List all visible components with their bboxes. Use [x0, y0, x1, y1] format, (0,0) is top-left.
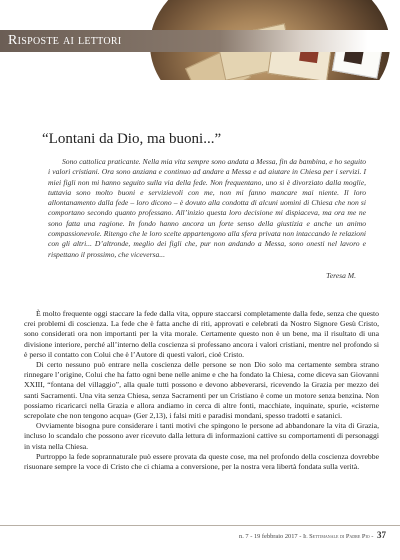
answer-paragraph: Purtroppo la fede soprannaturale può essere provata da queste cose, ma nel profondo della coscienza dovrebbe risuonare sempre la voce di Cristo che ci chiama a conversione, per la nostra vera libertà fondata sulla verità. — [24, 451, 379, 472]
answer-paragraph: È molto frequente oggi staccare la fede dalla vita, oppure staccarsi completamente dalla fede, senza che questo crei problemi di coscienza. La fede che è fatta anche di riti, approvati e celebrati da Nostro Signore Gesù Cristo, sono considerati ora non importanti per la vita morale. Certamente questo non è un bene, ma il risultato di una divisione interiore, perché all’interno della coscienza si professano ancora i valori cristiani, mentre nel profondo si è perso il contatto con Colui che è l’Autore di questi valori, cioè Cristo. — [24, 309, 379, 359]
footer-separator: - — [369, 533, 375, 540]
letter-title: “Lontani da Dio, ma buoni...” — [42, 131, 222, 147]
page-number: 37 — [377, 530, 386, 540]
footer-magazine: Il Settimanale di Padre Pio — [302, 533, 370, 540]
section-title: Risposte ai lettori — [8, 33, 122, 48]
answer-paragraph: Di certo nessuno può entrare nella coscienza delle persone se non Dio solo ma certamente sembra strano rinnegare l’origine, Colui che ha fatto ogni bene nelle anime e che ha fondato la Chiesa, come diceva san Giovanni XXIII, “fontana del villaggio”, alla quale tutti possono e devono abbeverarsi, ricevendo la Grazia per mezzo dei santi Sacramenti. Una vita senza Chiesa, senza Sacramenti per un Cristiano è come un motore senza benzina. Non possiamo ricaricarci nella Grazia e allora andiamo in cerca di altre fonti, macchiate, inquinate, spurie, «cisterne screpolate che non tengono acqua» (Ger 2,13), i falsi miti e paradisi mondani, spesso tradotti e satanici. — [24, 360, 379, 421]
letter-body: Sono cattolica praticante. Nella mia vita sempre sono andata a Messa, fin da bambina, e ho seguito i valori cristiani. Ora sono anziana e continuo ad andare a Messa e ad aiutare in Chiesa per i servizi. I miei figli non mi hanno seguito sulla via della fede. Non frequentano, uno si è divorziato dalla moglie, tuttavia sono molto buoni e servizievoli con me, non mi fanno mancare mai niente. Il loro allontanamento dalla fede – loro dicono – è dovuto alla condotta di alcuni uomini di Chiesa che non si comportano secondo quanto professano. All’inizio questa loro decisione mi dispiaceva, ma ora me ne sono fatta una ragione. In fondo hanno ancora un forte senso della giustizia e anche un animo compassionevole. Ritengo che le loro scelte appartengono alla sfera privata non intaccando le relazioni con gli altri... D’altronde, meglio dei figli che, pur non andando a Messa, sono onesti nel lavoro e rispettano il prossimo, che viceversa... — [48, 157, 366, 259]
footer-divider — [0, 525, 400, 526]
letter-signature: Teresa M. — [326, 271, 356, 280]
answer-text — [24, 309, 379, 472]
answer-paragraph: Ovviamente bisogna pure considerare i tanti motivi che spingono le persone ad abbandonare la vita di Grazia, incluso lo scandalo che possono aver ricevuto dalla lettura di informazioni cattive su comportamenti di personaggi in vista nella Chiesa. — [24, 421, 379, 451]
footer-issue: n. 7 - 19 febbraio 2017 — [239, 533, 298, 540]
page-footer — [239, 530, 386, 540]
header-banner — [0, 0, 400, 80]
footer-separator: - — [297, 533, 303, 540]
